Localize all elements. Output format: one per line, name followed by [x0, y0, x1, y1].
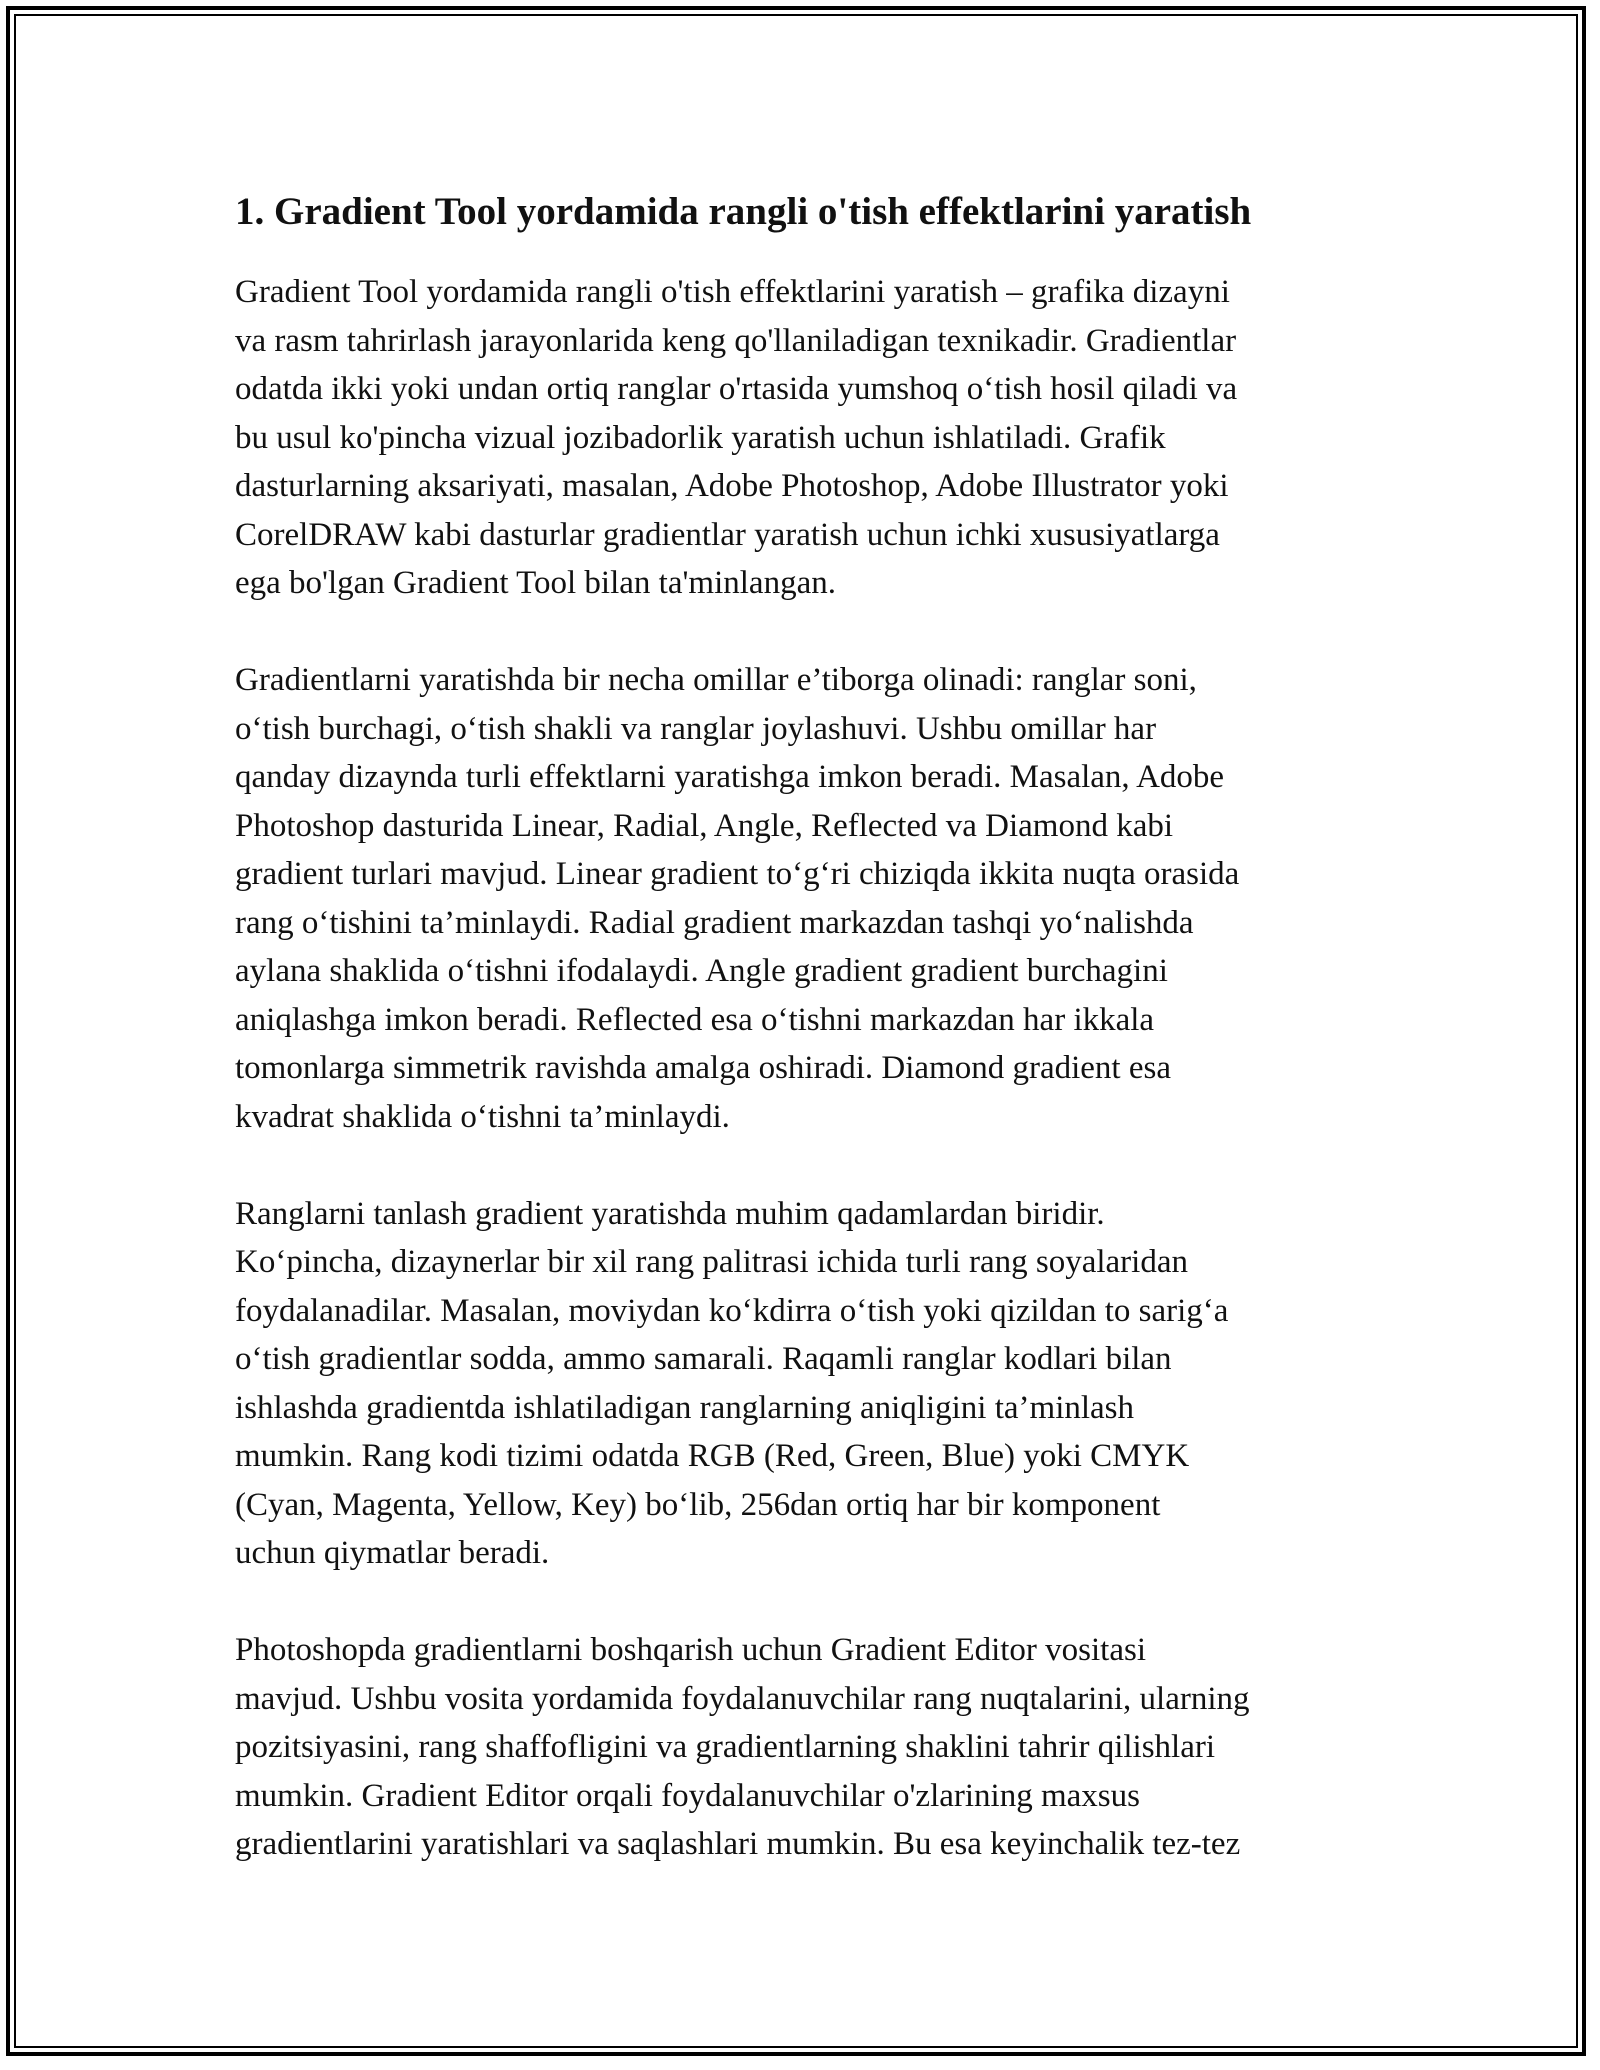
- text-line: Gradient Tool yordamida rangli o'tish effektlarini yaratish – grafika dizayni: [235, 274, 1230, 310]
- text-line: uchun qiymatlar beradi.: [235, 1535, 550, 1571]
- text-line: Ranglarni tanlash gradient yaratishda muhim qadamlardan biridir.: [235, 1195, 1105, 1232]
- text-line: mavjud. Ushbu vosita yordamida foydalanuvchilar rang nuqtalarini, ularning: [235, 1680, 1250, 1717]
- paragraph-2: [235, 656, 1370, 1141]
- text-line: tomonlarga simmetrik ravishda amalga oshiradi. Diamond gradient esa: [235, 1050, 1171, 1086]
- text-line: o‘tish gradientlar sodda, ammo samarali. Raqamli ranglar kodlari bilan: [235, 1341, 1172, 1377]
- text-line: pozitsiyasini, rang shaffofligini va gradientlarning shaklini tahrir qilishlari: [235, 1729, 1216, 1765]
- paragraph-3: [235, 1190, 1370, 1578]
- text-line: gradient turlari mavjud. Linear gradient to‘g‘ri chiziqda ikkita nuqta orasida: [235, 856, 1240, 892]
- text-line: va rasm tahrirlash jarayonlarida keng qo'llaniladigan texnikadir. Gradientlar: [235, 322, 1237, 359]
- text-line: aylana shaklida o‘tishni ifodalaydi. Angle gradient gradient burchagini: [235, 953, 1168, 989]
- text-line: (Cyan, Magenta, Yellow, Key) bo‘lib, 256dan ortiq har bir komponent: [235, 1486, 1161, 1523]
- text-line: Ko‘pincha, dizaynerlar bir xil rang palitrasi ichida turli rang soyalaridan: [235, 1244, 1188, 1280]
- paragraph-1: [235, 268, 1370, 608]
- section-heading: 1. Gradient Tool yordamida rangli o'tish effektlarini yaratish: [235, 190, 1252, 233]
- text-line: mumkin. Rang kodi tizimi odatda RGB (Red, Green, Blue) yoki CMYK: [235, 1438, 1190, 1474]
- text-line: rang o‘tishini ta’minlaydi. Radial gradient markazdan tashqi yo‘nalishda: [235, 904, 1194, 941]
- text-line: Gradientlarni yaratishda bir necha omillar e’tiborga olinadi: ranglar soni,: [235, 662, 1197, 698]
- text-line: CorelDRAW kabi dasturlar gradientlar yaratish uchun ichki xususiyatlarga: [235, 516, 1220, 553]
- text-line: aniqlashga imkon beradi. Reflected esa o‘tishni markazdan har ikkala: [235, 1001, 1155, 1038]
- text-line: qanday dizaynda turli effektlarni yaratishga imkon beradi. Masalan, Adobe: [235, 759, 1225, 795]
- text-line: ishlashda gradientda ishlatiladigan ranglarning aniqligini ta’minlash: [235, 1389, 1135, 1426]
- text-line: Photoshopda gradientlarni boshqarish uchun Gradient Editor vositasi: [235, 1632, 1147, 1668]
- text-line: dasturlarning aksariyati, masalan, Adobe Photoshop, Adobe Illustrator yoki: [235, 468, 1229, 504]
- document-body: [235, 186, 1370, 1917]
- text-line: o‘tish burchagi, o‘tish shakli va ranglar joylashuvi. Ushbu omillar har: [235, 710, 1157, 747]
- paragraph-4: [235, 1626, 1370, 1869]
- text-line: odatda ikki yoki undan ortiq ranglar o'rtasida yumshoq o‘tish hosil qiladi va: [235, 371, 1238, 407]
- text-line: mumkin. Gradient Editor orqali foydalanuvchilar o'zlarining maxsus: [235, 1777, 1140, 1814]
- text-line: foydalanadilar. Masalan, moviydan ko‘kdirra o‘tish yoki qizildan to sarig‘a: [235, 1292, 1229, 1329]
- text-line: bu usul ko'pincha vizual jozibadorlik yaratish uchun ishlatiladi. Grafik: [235, 419, 1166, 456]
- text-line: gradientlarini yaratishlari va saqlashlari mumkin. Bu esa keyinchalik tez-tez: [235, 1826, 1241, 1862]
- text-line: kvadrat shaklida o‘tishni ta’minlaydi.: [235, 1098, 730, 1135]
- text-line: Photoshop dasturida Linear, Radial, Angle, Reflected va Diamond kabi: [235, 807, 1174, 844]
- text-line: ega bo'lgan Gradient Tool bilan ta'minlangan.: [235, 565, 836, 601]
